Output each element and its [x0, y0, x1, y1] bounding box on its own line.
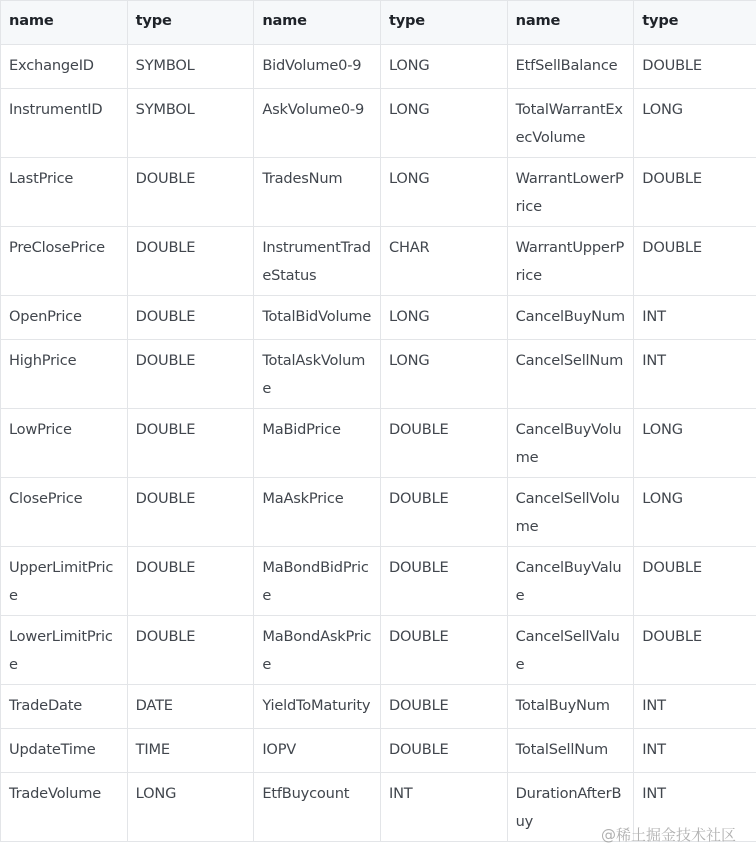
table-cell: CancelSellValue	[507, 616, 634, 685]
table-cell: LowPrice	[1, 409, 128, 478]
table-cell: DOUBLE	[634, 616, 756, 685]
table-row	[1, 729, 756, 773]
table-cell: DOUBLE	[380, 547, 507, 616]
table-cell: LONG	[634, 409, 756, 478]
header-type-2: type	[380, 1, 507, 45]
table-cell: DOUBLE	[634, 547, 756, 616]
table-cell: MaAskPrice	[254, 478, 381, 547]
table-cell: DOUBLE	[127, 296, 254, 340]
table-cell: IOPV	[254, 729, 381, 773]
table-cell: BidVolume0-9	[254, 45, 381, 89]
table-cell: WarrantUpperPrice	[507, 227, 634, 296]
table-cell: MaBondAskPrice	[254, 616, 381, 685]
table-cell: OpenPrice	[1, 296, 128, 340]
table-cell: CancelBuyValue	[507, 547, 634, 616]
table-cell: DOUBLE	[127, 227, 254, 296]
header-type-1: type	[127, 1, 254, 45]
table-cell: LastPrice	[1, 158, 128, 227]
table-cell: ClosePrice	[1, 478, 128, 547]
table-cell: LONG	[380, 89, 507, 158]
table-cell: DOUBLE	[634, 45, 756, 89]
watermark: @稀土掘金技术社区	[600, 826, 736, 844]
table-row	[1, 296, 756, 340]
table-cell: UpdateTime	[1, 729, 128, 773]
table-row	[1, 773, 756, 842]
table-header-row	[1, 1, 756, 45]
table-cell: INT	[634, 340, 756, 409]
table-cell: TradesNum	[254, 158, 381, 227]
table-cell: INT	[634, 729, 756, 773]
table-cell: InstrumentTradeStatus	[254, 227, 381, 296]
table-cell: TradeDate	[1, 685, 128, 729]
table-cell: DOUBLE	[380, 685, 507, 729]
table-row	[1, 45, 756, 89]
table-cell: CancelSellNum	[507, 340, 634, 409]
table-row	[1, 409, 756, 478]
table-cell: DOUBLE	[380, 478, 507, 547]
table-cell: DOUBLE	[634, 158, 756, 227]
table-cell: ExchangeID	[1, 45, 128, 89]
table-cell: TIME	[127, 729, 254, 773]
table-cell: WarrantLowerPrice	[507, 158, 634, 227]
table-row	[1, 478, 756, 547]
table-cell: DOUBLE	[127, 340, 254, 409]
table-cell: DATE	[127, 685, 254, 729]
header-type-3: type	[634, 1, 756, 45]
table-row	[1, 227, 756, 296]
table-cell: DurationAfterBuy	[507, 773, 634, 842]
table-cell: LowerLimitPrice	[1, 616, 128, 685]
table-cell: LONG	[380, 296, 507, 340]
header-name-1: name	[1, 1, 128, 45]
table-cell: TotalSellNum	[507, 729, 634, 773]
table-cell: DOUBLE	[380, 409, 507, 478]
table-cell: TotalBidVolume	[254, 296, 381, 340]
table-cell: LONG	[634, 478, 756, 547]
table-cell: INT	[634, 773, 756, 842]
table-cell: LONG	[380, 158, 507, 227]
table-row	[1, 340, 756, 409]
table-cell: HighPrice	[1, 340, 128, 409]
table-cell: InstrumentID	[1, 89, 128, 158]
table-body	[1, 45, 756, 842]
table-row	[1, 158, 756, 227]
table-cell: INT	[380, 773, 507, 842]
table-cell: DOUBLE	[380, 616, 507, 685]
header-name-2: name	[254, 1, 381, 45]
table-cell: MaBondBidPrice	[254, 547, 381, 616]
table-cell: DOUBLE	[127, 547, 254, 616]
table-cell: MaBidPrice	[254, 409, 381, 478]
table-cell: INT	[634, 296, 756, 340]
table-row	[1, 616, 756, 685]
table-cell: TradeVolume	[1, 773, 128, 842]
table-cell: SYMBOL	[127, 89, 254, 158]
table-cell: LONG	[380, 340, 507, 409]
table-cell: YieldToMaturity	[254, 685, 381, 729]
table-cell: CancelBuyVolume	[507, 409, 634, 478]
table-cell: DOUBLE	[127, 409, 254, 478]
header-name-3: name	[507, 1, 634, 45]
table-cell: INT	[634, 685, 756, 729]
table-cell: AskVolume0-9	[254, 89, 381, 158]
table-cell: UpperLimitPrice	[1, 547, 128, 616]
table-cell: TotalAskVolume	[254, 340, 381, 409]
table-cell: DOUBLE	[127, 616, 254, 685]
table-cell: EtfBuycount	[254, 773, 381, 842]
table-cell: LONG	[634, 89, 756, 158]
table-cell: TotalBuyNum	[507, 685, 634, 729]
table-cell: DOUBLE	[127, 478, 254, 547]
table-cell: DOUBLE	[634, 227, 756, 296]
table-row	[1, 547, 756, 616]
table-cell: CHAR	[380, 227, 507, 296]
table-cell: TotalWarrantExecVolume	[507, 89, 634, 158]
table-row	[1, 685, 756, 729]
table-cell: EtfSellBalance	[507, 45, 634, 89]
table-cell: LONG	[380, 45, 507, 89]
table-cell: SYMBOL	[127, 45, 254, 89]
table-cell: PreClosePrice	[1, 227, 128, 296]
table-cell: LONG	[127, 773, 254, 842]
table-cell: DOUBLE	[380, 729, 507, 773]
table-cell: DOUBLE	[127, 158, 254, 227]
table-cell: CancelSellVolume	[507, 478, 634, 547]
table-cell: CancelBuyNum	[507, 296, 634, 340]
table-row	[1, 89, 756, 158]
